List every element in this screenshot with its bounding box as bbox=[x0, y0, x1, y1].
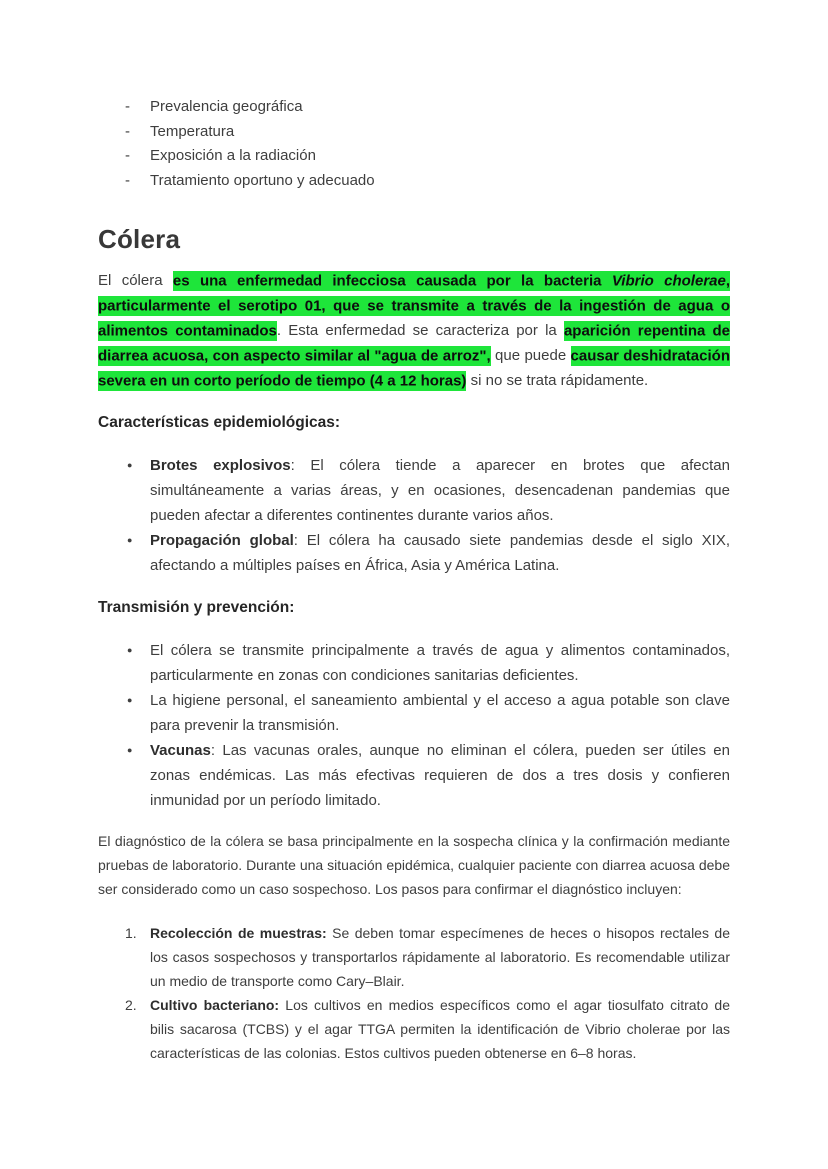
highlighted-run: es una enfermedad infecciosa causada por la bacteria bbox=[172, 272, 612, 289]
text-run: : El cólera ha causado siete pandemias desde el siglo XIX, afectando a múltiples países en África, Asia y América Latina. bbox=[150, 532, 730, 574]
section-heading-epidemiologia: Características epidemiológicas: bbox=[98, 414, 341, 431]
dash-marker: - bbox=[125, 147, 130, 164]
list-item bbox=[98, 453, 730, 528]
diagnosis-paragraph: El diagnóstico de la cólera se basa principalmente en la sospecha clínica y la confirmación mediante pruebas de laboratorio. Durante una situación epidémica, cualquier paciente con diarrea acuosa debe ser considerado como un caso sospechoso. Los pasos para confirmar el diagnóstico incluyen: bbox=[98, 833, 730, 897]
list-item bbox=[98, 169, 730, 194]
list-item-text bbox=[150, 742, 730, 809]
bullet-marker: ● bbox=[127, 535, 133, 545]
list-item-text bbox=[150, 997, 730, 1061]
text-run: que puede bbox=[490, 347, 571, 364]
highlighted-run: , particularmente el serotipo 01, que se transmite a través de la ingestión de agua o alimentos contaminados bbox=[98, 272, 731, 339]
bullet-marker: ● bbox=[127, 460, 133, 470]
list-item bbox=[98, 993, 730, 1065]
bullet-marker: ● bbox=[127, 645, 133, 655]
text-run: Se deben tomar especímenes de heces o hisopos rectales de los casos sospechosos y transportarlos rápidamente al laboratorio. Es recomendable utilizar un medio de transporte como Cary–Blair. bbox=[150, 925, 730, 989]
list-item-text bbox=[150, 457, 730, 524]
text-run: La higiene personal, el saneamiento ambiental y el acceso a agua potable son clave para prevenir la transmisión. bbox=[150, 692, 730, 734]
intro-paragraph bbox=[98, 268, 730, 393]
page-title: Cólera bbox=[98, 224, 181, 254]
text-run: : El cólera tiende a aparecer en brotes que afectan simultáneamente a varias áreas, y en ocasiones, desencadenan pandemias que pueden afectar a diferentes continentes durante varios años. bbox=[150, 457, 730, 524]
list-item-text: Exposición a la radiación bbox=[150, 147, 316, 164]
list-item-text: Prevalencia geográfica bbox=[150, 98, 303, 115]
highlighted-italic-run: Vibrio cholerae bbox=[611, 272, 726, 289]
list-item-text bbox=[150, 925, 730, 989]
dash-marker: - bbox=[125, 122, 130, 140]
item-number: 2. bbox=[125, 997, 137, 1013]
text-run: . Esta enfermedad se caracteriza por la bbox=[276, 322, 564, 339]
bold-run: Cultivo bacteriano: bbox=[150, 997, 280, 1013]
list-item-text bbox=[150, 692, 730, 734]
list-item-text: Temperatura bbox=[150, 122, 235, 140]
bullet-list-epidemiologia bbox=[98, 453, 730, 578]
list-item bbox=[98, 95, 730, 120]
text-run: : Las vacunas orales, aunque no eliminan el cólera, pueden ser útiles en zonas endémicas. Las más efectivas requieren de dos a tres dosis y confieren inmunidad por un período limitado. bbox=[150, 742, 730, 809]
bullet-marker: ● bbox=[127, 695, 133, 705]
item-number: 1. bbox=[125, 925, 137, 941]
highlighted-run: causar deshidratación severa en un corto período de tiempo (4 a 12 horas) bbox=[98, 347, 730, 389]
list-item-text bbox=[150, 532, 730, 574]
list-item-text bbox=[150, 642, 730, 684]
section-heading-transmision: Transmisión y prevención: bbox=[98, 599, 295, 616]
bold-run: Brotes explosivos bbox=[150, 457, 291, 474]
intro-list bbox=[98, 95, 730, 193]
bold-run: Recolección de muestras: bbox=[150, 925, 327, 941]
text-run: El cólera bbox=[98, 272, 173, 289]
list-item bbox=[98, 120, 730, 145]
text-run: si no se trata rápidamente. bbox=[466, 372, 649, 389]
list-item bbox=[98, 528, 730, 578]
list-item bbox=[98, 921, 730, 993]
bold-run: Vacunas bbox=[150, 742, 211, 759]
bullet-marker: ● bbox=[127, 745, 133, 755]
dash-marker: - bbox=[125, 171, 130, 189]
dash-marker: - bbox=[125, 98, 130, 115]
bullet-list-transmision bbox=[98, 638, 730, 813]
list-item bbox=[98, 144, 730, 169]
highlighted-run: aparición repentina de diarrea acuosa, con aspecto similar al "agua de arroz", bbox=[98, 322, 731, 364]
text-run: El cólera se transmite principalmente a través de agua y alimentos contaminados, particularmente en zonas con condiciones sanitarias deficientes. bbox=[150, 642, 730, 684]
numbered-list-diagnostico bbox=[98, 921, 730, 1065]
list-item-text: Tratamiento oportuno y adecuado bbox=[150, 171, 375, 189]
bold-run: Propagación global bbox=[150, 532, 294, 549]
list-item bbox=[98, 688, 730, 738]
text-run: Los cultivos en medios específicos como el agar tiosulfato citrato de bilis sacarosa (TCBS) y el agar TTGA permiten la identificación de Vibrio cholerae por las características de las colonias. Estos cultivos pueden obtenerse en 6–8 horas. bbox=[150, 997, 730, 1061]
list-item bbox=[98, 638, 730, 688]
list-item bbox=[98, 738, 730, 813]
